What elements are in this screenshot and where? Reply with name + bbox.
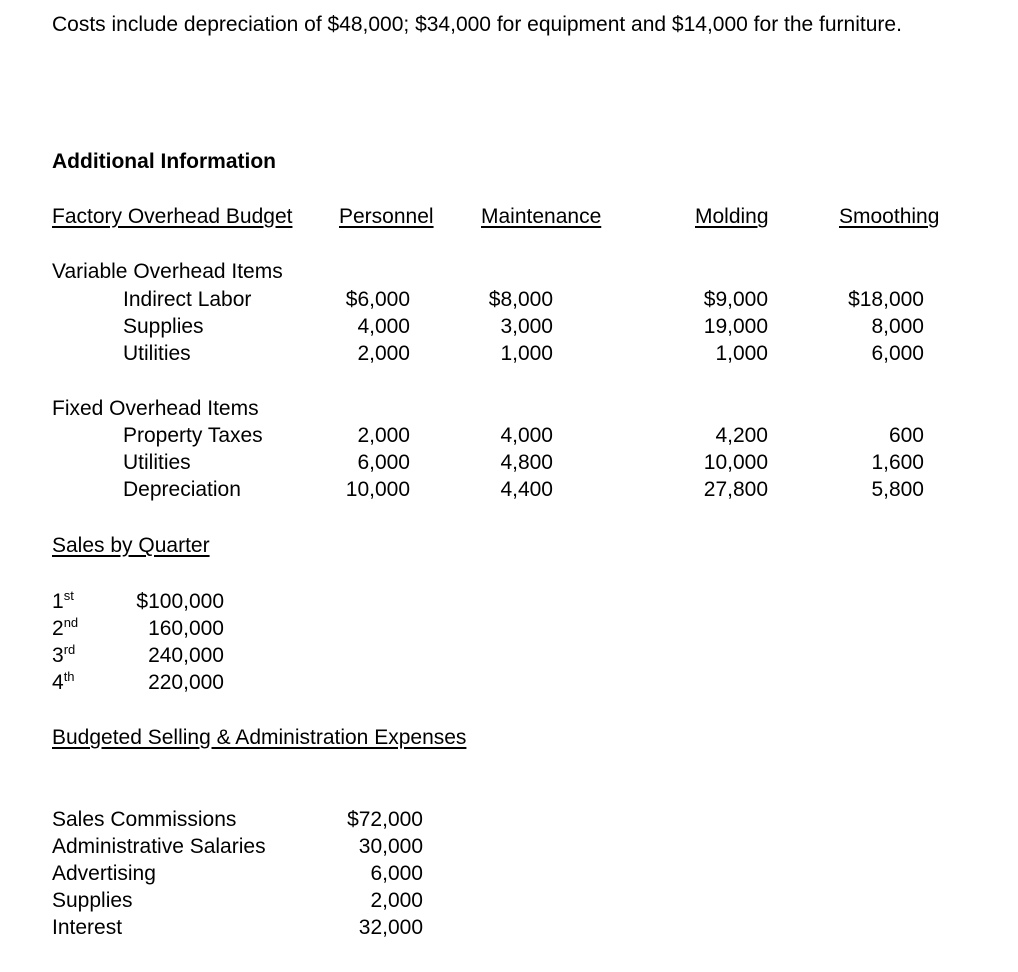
fixed-molding xyxy=(658,422,768,503)
col-header-maintenance: Maintenance xyxy=(481,205,602,228)
quarter-label: 1st xyxy=(52,588,74,613)
variable-personnel-value: $6,000 xyxy=(345,288,410,311)
fixed-smoothing-value: 600 xyxy=(888,424,924,447)
fixed-maintenance-value: 4,400 xyxy=(500,478,553,501)
sga-item: Supplies xyxy=(52,889,133,912)
variable-molding-value: 19,000 xyxy=(703,315,768,338)
fixed-personnel xyxy=(300,422,410,503)
fixed-maintenance-value: 4,800 xyxy=(500,451,553,474)
variable-molding xyxy=(658,286,768,367)
variable-personnel xyxy=(300,286,410,367)
col-header-smoothing: Smoothing xyxy=(839,205,940,228)
fixed-overhead-title: Fixed Overhead Items xyxy=(52,397,259,420)
sga-item: Sales Commissions xyxy=(52,808,237,831)
sales-quarters xyxy=(52,588,78,696)
variable-maintenance xyxy=(443,286,553,367)
sga-title: Budgeted Selling & Administration Expenses xyxy=(52,726,467,749)
fixed-molding-value: 27,800 xyxy=(703,478,768,501)
variable-item: Indirect Labor xyxy=(123,288,252,311)
fixed-personnel-value: 6,000 xyxy=(357,451,410,474)
sga-item: Interest xyxy=(52,916,123,939)
fixed-smoothing-value: 1,600 xyxy=(871,451,924,474)
sga-values xyxy=(313,806,423,941)
quarter-label: 2nd xyxy=(52,615,79,640)
intro-paragraph: Costs include depreciation of $48,000; $34,000 for equipment and $14,000 for the furniture. xyxy=(52,13,902,36)
fixed-molding-value: 10,000 xyxy=(703,451,768,474)
sga-value: 6,000 xyxy=(370,862,423,885)
sga-value: 32,000 xyxy=(358,916,423,939)
quarter-label: 4th xyxy=(52,669,75,694)
fixed-personnel-value: 2,000 xyxy=(357,424,410,447)
variable-overhead-title: Variable Overhead Items xyxy=(52,260,283,283)
fixed-smoothing xyxy=(814,422,924,503)
additional-info-heading: Additional Information xyxy=(52,150,276,173)
variable-molding-value: $9,000 xyxy=(703,288,768,311)
sga-value: $72,000 xyxy=(347,808,423,831)
variable-maintenance-value: 3,000 xyxy=(500,315,553,338)
variable-smoothing-value: 8,000 xyxy=(871,315,924,338)
variable-personnel-value: 4,000 xyxy=(357,315,410,338)
variable-item: Utilities xyxy=(123,342,191,365)
variable-maintenance-value: $8,000 xyxy=(488,288,553,311)
fixed-personnel-value: 10,000 xyxy=(345,478,410,501)
variable-smoothing-value: $18,000 xyxy=(848,288,924,311)
fixed-maintenance-value: 4,000 xyxy=(500,424,553,447)
variable-smoothing-value: 6,000 xyxy=(871,342,924,365)
fixed-items xyxy=(123,422,263,503)
quarter-label: 3rd xyxy=(52,642,76,667)
sga-item: Advertising xyxy=(52,862,156,885)
col-header-factory-overhead: Factory Overhead Budget xyxy=(52,205,293,228)
sales-title: Sales by Quarter xyxy=(52,534,210,557)
fixed-item: Property Taxes xyxy=(123,424,263,447)
variable-items xyxy=(123,286,251,367)
fixed-item: Utilities xyxy=(123,451,191,474)
fixed-maintenance xyxy=(443,422,553,503)
col-header-molding: Molding xyxy=(695,205,769,228)
variable-personnel-value: 2,000 xyxy=(357,342,410,365)
sga-item: Administrative Salaries xyxy=(52,835,266,858)
fixed-molding-value: 4,200 xyxy=(715,424,768,447)
sga-value: 2,000 xyxy=(370,889,423,912)
quarter-value: $100,000 xyxy=(136,590,224,613)
sga-value: 30,000 xyxy=(358,835,423,858)
sales-values xyxy=(100,588,224,696)
sga-items xyxy=(52,806,266,941)
variable-smoothing xyxy=(814,286,924,367)
quarter-value: 240,000 xyxy=(148,644,224,667)
quarter-value: 220,000 xyxy=(148,671,224,694)
variable-molding-value: 1,000 xyxy=(715,342,768,365)
fixed-item: Depreciation xyxy=(123,478,241,501)
quarter-value: 160,000 xyxy=(148,617,224,640)
col-header-personnel: Personnel xyxy=(339,205,434,228)
variable-maintenance-value: 1,000 xyxy=(500,342,553,365)
variable-item: Supplies xyxy=(123,315,204,338)
fixed-smoothing-value: 5,800 xyxy=(871,478,924,501)
